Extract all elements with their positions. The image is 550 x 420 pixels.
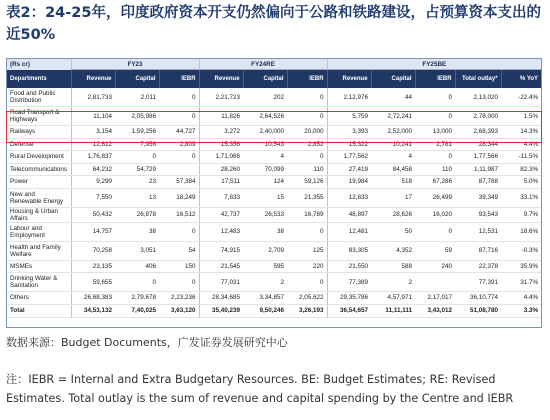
department-cell: Health and Family Welfare [7, 241, 71, 260]
value-cell: 7,833 [199, 188, 243, 207]
budget-table [7, 59, 541, 318]
value-cell: 3,154 [71, 126, 115, 139]
value-cell: 13,000 [415, 126, 455, 139]
value-cell: 12,531 [455, 222, 501, 241]
column-header: Capital [115, 70, 159, 89]
value-cell: 0 [415, 107, 455, 126]
value-cell: 48,897 [327, 207, 371, 222]
value-cell: 0 [415, 222, 455, 241]
value-cell: 67,286 [415, 176, 455, 189]
department-cell: Power [7, 176, 71, 189]
value-cell: 33.1% [501, 188, 541, 207]
value-cell: 28,34,685 [199, 292, 243, 305]
value-cell: 35.9% [501, 260, 541, 273]
value-cell: 2,05,622 [287, 292, 327, 305]
value-cell: 4.4% [501, 138, 541, 151]
value-cell: 3.3% [501, 304, 541, 317]
value-cell: 220 [287, 260, 327, 273]
table-body [7, 88, 541, 317]
value-cell: 36,10,774 [455, 292, 501, 305]
value-cell: 23 [115, 176, 159, 189]
department-cell: Defense [7, 138, 71, 151]
column-header-row [7, 70, 541, 89]
table-row [7, 207, 541, 222]
unit-label: (Rs cr) [7, 59, 71, 70]
value-cell: 21,355 [287, 188, 327, 207]
column-header: Revenue [199, 70, 243, 89]
value-cell: 240 [415, 260, 455, 273]
value-cell: 5.0% [501, 176, 541, 189]
department-cell: Drinking Water & Sanitation [7, 273, 71, 292]
value-cell: 16,020 [415, 207, 455, 222]
value-cell: 0 [287, 222, 327, 241]
value-cell: 17,511 [199, 176, 243, 189]
value-cell: 18.6% [501, 222, 541, 241]
value-cell: 11,11,111 [371, 304, 415, 317]
group-fy23: FY23 [71, 59, 199, 70]
value-cell: 2,81,733 [71, 88, 115, 107]
value-cell: 70,099 [243, 163, 287, 176]
value-cell: 3,26,193 [287, 304, 327, 317]
value-cell: 518 [371, 176, 415, 189]
value-cell: 5,759 [327, 107, 371, 126]
value-cell: 3,43,012 [415, 304, 455, 317]
value-cell: 17 [371, 188, 415, 207]
value-cell: 2,011 [115, 88, 159, 107]
value-cell: 70,258 [71, 241, 115, 260]
table-row [7, 273, 541, 292]
value-cell: 2,68,393 [455, 126, 501, 139]
table-row [7, 241, 541, 260]
value-cell: -22.4% [501, 88, 541, 107]
value-cell: 82.3% [501, 163, 541, 176]
table-row [7, 260, 541, 273]
value-cell: 34,53,132 [71, 304, 115, 317]
value-cell: 83,305 [327, 241, 371, 260]
department-cell: Road Transport & Highways [7, 107, 71, 126]
value-cell: 26,499 [415, 188, 455, 207]
value-cell: 16,512 [159, 207, 199, 222]
value-cell: 202 [243, 88, 287, 107]
value-cell: 2,781 [415, 138, 455, 151]
value-cell: 42,737 [199, 207, 243, 222]
value-cell: 110 [415, 163, 455, 176]
value-cell: 1,76,837 [71, 151, 115, 164]
value-cell: 2,852 [287, 138, 327, 151]
value-cell: 0 [159, 88, 199, 107]
value-cell: 18,249 [159, 188, 199, 207]
value-cell: 13 [115, 188, 159, 207]
value-cell: 38 [243, 222, 287, 241]
value-cell: 2,809 [159, 138, 199, 151]
value-cell: 29,35,786 [327, 292, 371, 305]
value-cell: 2,13,020 [455, 88, 501, 107]
note-line: 注：IEBR = Internal and Extra Budgetary Resources. BE: Budget Estimates; RE: Revised Estimates. Total outlay is the sum of revenue and capital spending by the Centre and IEBR [6, 373, 514, 405]
table-row [7, 88, 541, 107]
column-header: IEBR [415, 70, 455, 89]
value-cell: 22,378 [455, 260, 501, 273]
value-cell: 2,40,000 [243, 126, 287, 139]
value-cell: 93,543 [455, 207, 501, 222]
value-cell: 1,77,562 [327, 151, 371, 164]
value-cell: 4 [371, 151, 415, 164]
value-cell: 20,000 [287, 126, 327, 139]
value-cell: 38 [115, 222, 159, 241]
value-cell: 26,878 [115, 207, 159, 222]
value-cell [159, 163, 199, 176]
value-cell: 2,05,986 [115, 107, 159, 126]
value-cell: 23,135 [71, 260, 115, 273]
column-header: Departments [7, 70, 71, 89]
value-cell: 2,64,526 [243, 107, 287, 126]
department-cell: Telecommunications [7, 163, 71, 176]
table-row [7, 163, 541, 176]
value-cell: 44,727 [159, 126, 199, 139]
value-cell: 9,290 [71, 176, 115, 189]
value-cell: 12,833 [327, 188, 371, 207]
value-cell: 588 [371, 260, 415, 273]
table-title: 表2：24-25年，印度政府资本开支仍然偏向于公路和铁路建设，占预算资本支出的近50% [6, 5, 541, 43]
value-cell: 10,241 [371, 138, 415, 151]
value-cell: 2,21,723 [199, 88, 243, 107]
column-header: IEBR [159, 70, 199, 89]
value-cell: 14,757 [71, 222, 115, 241]
group-fy25be: FY25BE [327, 59, 541, 70]
value-cell: 12,483 [199, 222, 243, 241]
value-cell [415, 273, 455, 292]
value-cell: 1,59,256 [115, 126, 159, 139]
budget-table-container [6, 58, 542, 328]
table-row [7, 138, 541, 151]
value-cell: 2,79,678 [115, 292, 159, 305]
value-cell: 59,126 [287, 176, 327, 189]
value-cell: 64,232 [71, 163, 115, 176]
value-cell: 0 [287, 273, 327, 292]
department-cell: Railways [7, 126, 71, 139]
value-cell: 51,08,780 [455, 304, 501, 317]
value-cell: 1.5% [501, 107, 541, 126]
value-cell: 124 [243, 176, 287, 189]
value-cell: 2,78,000 [455, 107, 501, 126]
value-cell: 77,031 [199, 273, 243, 292]
value-cell: 35,40,239 [199, 304, 243, 317]
value-cell: 15,356 [199, 138, 243, 151]
value-cell: 27,419 [327, 163, 371, 176]
value-cell: 0 [287, 151, 327, 164]
value-cell: 0 [159, 273, 199, 292]
table-row [7, 126, 541, 139]
column-header: Revenue [71, 70, 115, 89]
table-row [7, 151, 541, 164]
value-cell: 1,77,566 [455, 151, 501, 164]
value-cell: 77,391 [455, 273, 501, 292]
value-cell: 59 [415, 241, 455, 260]
value-cell: 39,349 [455, 188, 501, 207]
column-header: IEBR [287, 70, 327, 89]
value-cell: 2,709 [243, 241, 287, 260]
value-cell: 9.7% [501, 207, 541, 222]
value-cell: 15,322 [327, 138, 371, 151]
table-row [7, 188, 541, 207]
value-cell: 4,352 [371, 241, 415, 260]
value-cell: 1,11,987 [455, 163, 501, 176]
value-cell: 36,54,657 [327, 304, 371, 317]
value-cell: 44 [371, 88, 415, 107]
value-cell: 28,260 [199, 163, 243, 176]
table-row [7, 107, 541, 126]
value-cell: 14.3% [501, 126, 541, 139]
value-cell: 4,57,971 [371, 292, 415, 305]
value-cell: 77,389 [327, 273, 371, 292]
table-row [7, 222, 541, 241]
value-cell: 31.7% [501, 273, 541, 292]
value-cell: 12,481 [327, 222, 371, 241]
value-cell: 9,50,246 [243, 304, 287, 317]
value-cell: 1,71,066 [199, 151, 243, 164]
value-cell: -0.3% [501, 241, 541, 260]
value-cell: 110 [287, 163, 327, 176]
value-cell: 28,344 [455, 138, 501, 151]
department-cell: Food and Public Distribution [7, 88, 71, 107]
department-cell: Labour and Employment [7, 222, 71, 241]
value-cell: 10,543 [243, 138, 287, 151]
value-cell: 3,63,120 [159, 304, 199, 317]
value-cell: 4 [243, 151, 287, 164]
column-header: Capital [243, 70, 287, 89]
department-cell: New and Renewable Energy [7, 188, 71, 207]
value-cell: 12,612 [71, 138, 115, 151]
department-cell: Rural Development [7, 151, 71, 164]
value-cell: 2,17,017 [415, 292, 455, 305]
table-row [7, 176, 541, 189]
column-header: Revenue [327, 70, 371, 89]
value-cell: 150 [159, 260, 199, 273]
value-cell: 0 [115, 151, 159, 164]
value-cell: 2 [371, 273, 415, 292]
value-cell: 21,545 [199, 260, 243, 273]
value-cell: 0 [287, 107, 327, 126]
value-cell: 11,826 [199, 107, 243, 126]
value-cell: 50 [371, 222, 415, 241]
value-cell: 19,984 [327, 176, 371, 189]
value-cell: 26,533 [243, 207, 287, 222]
value-cell: 16,789 [287, 207, 327, 222]
group-fy24re: FY24RE [199, 59, 327, 70]
value-cell: 0 [115, 273, 159, 292]
value-cell: 74,915 [199, 241, 243, 260]
value-cell: 0 [159, 222, 199, 241]
value-cell: 87,788 [455, 176, 501, 189]
value-cell: 4.4% [501, 292, 541, 305]
value-cell: 3,272 [199, 126, 243, 139]
value-cell: 3,051 [115, 241, 159, 260]
department-cell: Housing & Urban Affairs [7, 207, 71, 222]
value-cell: 2,12,976 [327, 88, 371, 107]
value-cell: 11,104 [71, 107, 115, 126]
total-row [7, 304, 541, 317]
department-cell: Total [7, 304, 71, 317]
value-cell: 3,34,857 [243, 292, 287, 305]
group-header-row [7, 59, 541, 70]
value-cell: 2,52,000 [371, 126, 415, 139]
value-cell: 21,550 [327, 260, 371, 273]
value-cell: 0 [287, 88, 327, 107]
value-cell: 28,626 [371, 207, 415, 222]
value-cell: 15 [243, 188, 287, 207]
value-cell: 2,72,241 [371, 107, 415, 126]
value-cell: 59,655 [71, 273, 115, 292]
value-cell: 595 [243, 260, 287, 273]
value-cell: 3,393 [327, 126, 371, 139]
value-cell: 50,432 [71, 207, 115, 222]
value-cell: 0 [415, 151, 455, 164]
value-cell: 0 [159, 107, 199, 126]
value-cell: 54 [159, 241, 199, 260]
value-cell: 57,384 [159, 176, 199, 189]
value-cell: 26,68,383 [71, 292, 115, 305]
value-cell: 2,23,236 [159, 292, 199, 305]
column-header: % YoY [501, 70, 541, 89]
column-header: Total outlay* [455, 70, 501, 89]
value-cell: 54,729 [115, 163, 159, 176]
value-cell: 2 [243, 273, 287, 292]
value-cell: 406 [115, 260, 159, 273]
value-cell: 7,40,025 [115, 304, 159, 317]
department-cell: Others [7, 292, 71, 305]
table-row [7, 292, 541, 305]
source-line: 数据来源：Budget Documents，广发证券发展研究中心 [6, 336, 288, 349]
value-cell: -11.5% [501, 151, 541, 164]
value-cell: 125 [287, 241, 327, 260]
column-header: Capital [371, 70, 415, 89]
value-cell: 0 [159, 151, 199, 164]
value-cell: 84,458 [371, 163, 415, 176]
value-cell: 7,956 [115, 138, 159, 151]
value-cell: 0 [415, 88, 455, 107]
value-cell: 87,716 [455, 241, 501, 260]
department-cell: MSMEs [7, 260, 71, 273]
value-cell: 7,550 [71, 188, 115, 207]
